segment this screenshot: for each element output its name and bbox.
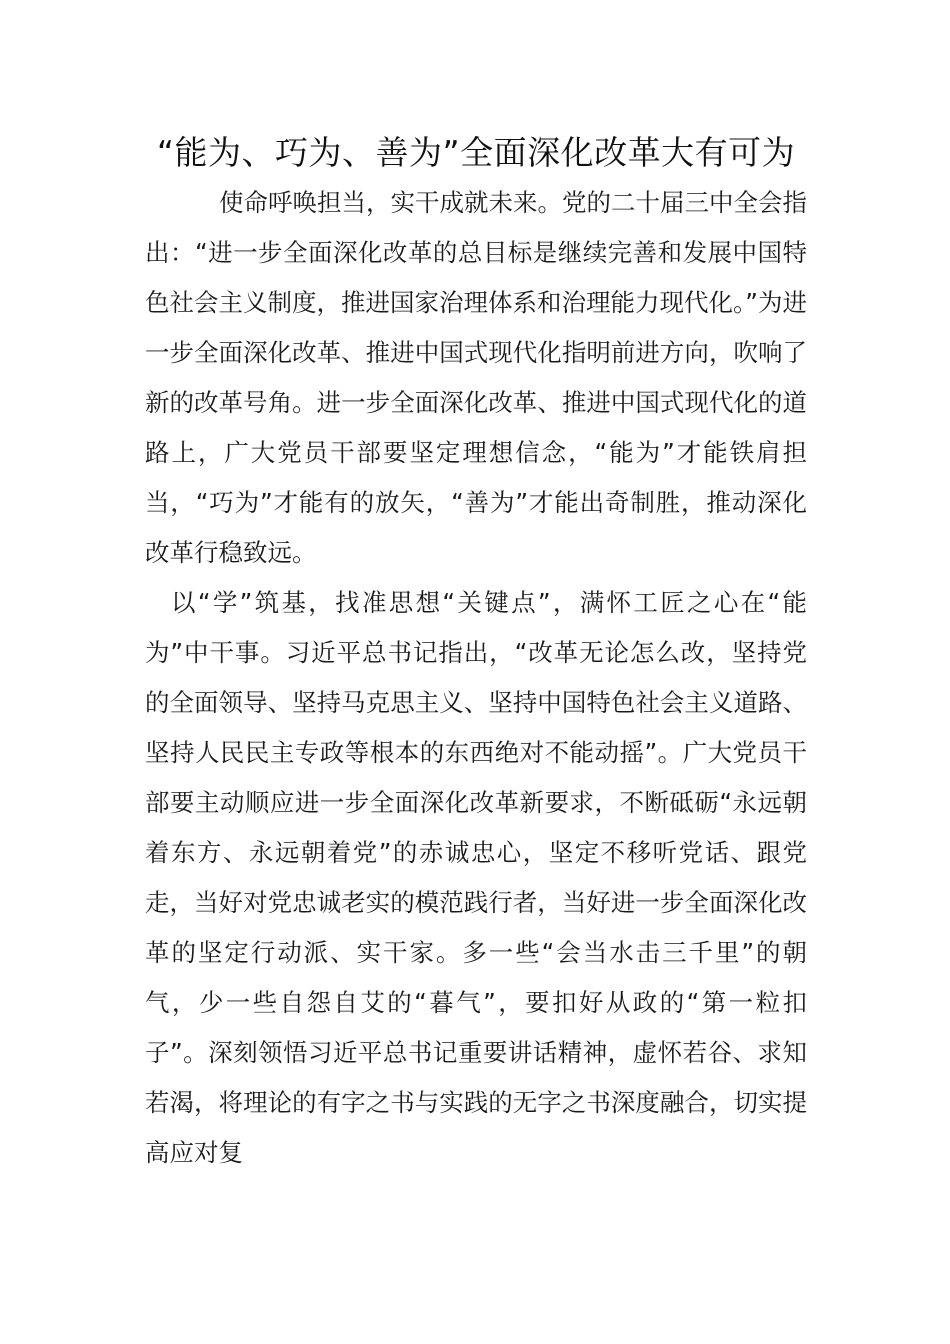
document-body	[145, 128, 807, 1178]
document-title: “能为、巧为、善为”全面深化改革大有可为	[156, 133, 796, 172]
paragraph-1: 使命呼唤担当，实干成就未来。党的二十届三中全会指出：“进一步全面深化改革的总目标是继续完善和发展中国特色社会主义制度，推进国家治理体系和治理能力现代化。”为进一步全面深化改革、推进中国式现代化指明前进方向，吹响了新的改革号角。进一步全面深化改革、推进中国式现代化的道路上，广大党员干部要坚定理想信念，“能为”才能铁肩担当，“巧为”才能有的放矢，“善为”才能出奇制胜，推动深化改革行稳致远。	[145, 188, 807, 567]
paragraph-2: 以“学”筑基，找准思想“关键点”，满怀工匠之心在“能为”中干事。习近平总书记指出，“改革无论怎么改，坚持党的全面领导、坚持马克思主义、坚持中国特色社会主义道路、坚持人民民主专政等根本的东西绝对不能动摇”。广大党员干部要主动顺应进一步全面深化改革新要求，不断砥砺“永远朝着东方、永远朝着党”的赤诚忠心，坚定不移听党话、跟党走，当好对党忠诚老实的模范践行者，当好进一步全面深化改革的坚定行动派、实干家。多一些“会当水击三千里”的朝气，少一些自怨自艾的“暮气”，要扣好从政的“第一粒扣子”。深刻领悟习近平总书记重要讲话精神，虚怀若谷、求知若渴，将理论的有字之书与实践的无字之书深度融合，切实提高应对复	[145, 588, 807, 1167]
